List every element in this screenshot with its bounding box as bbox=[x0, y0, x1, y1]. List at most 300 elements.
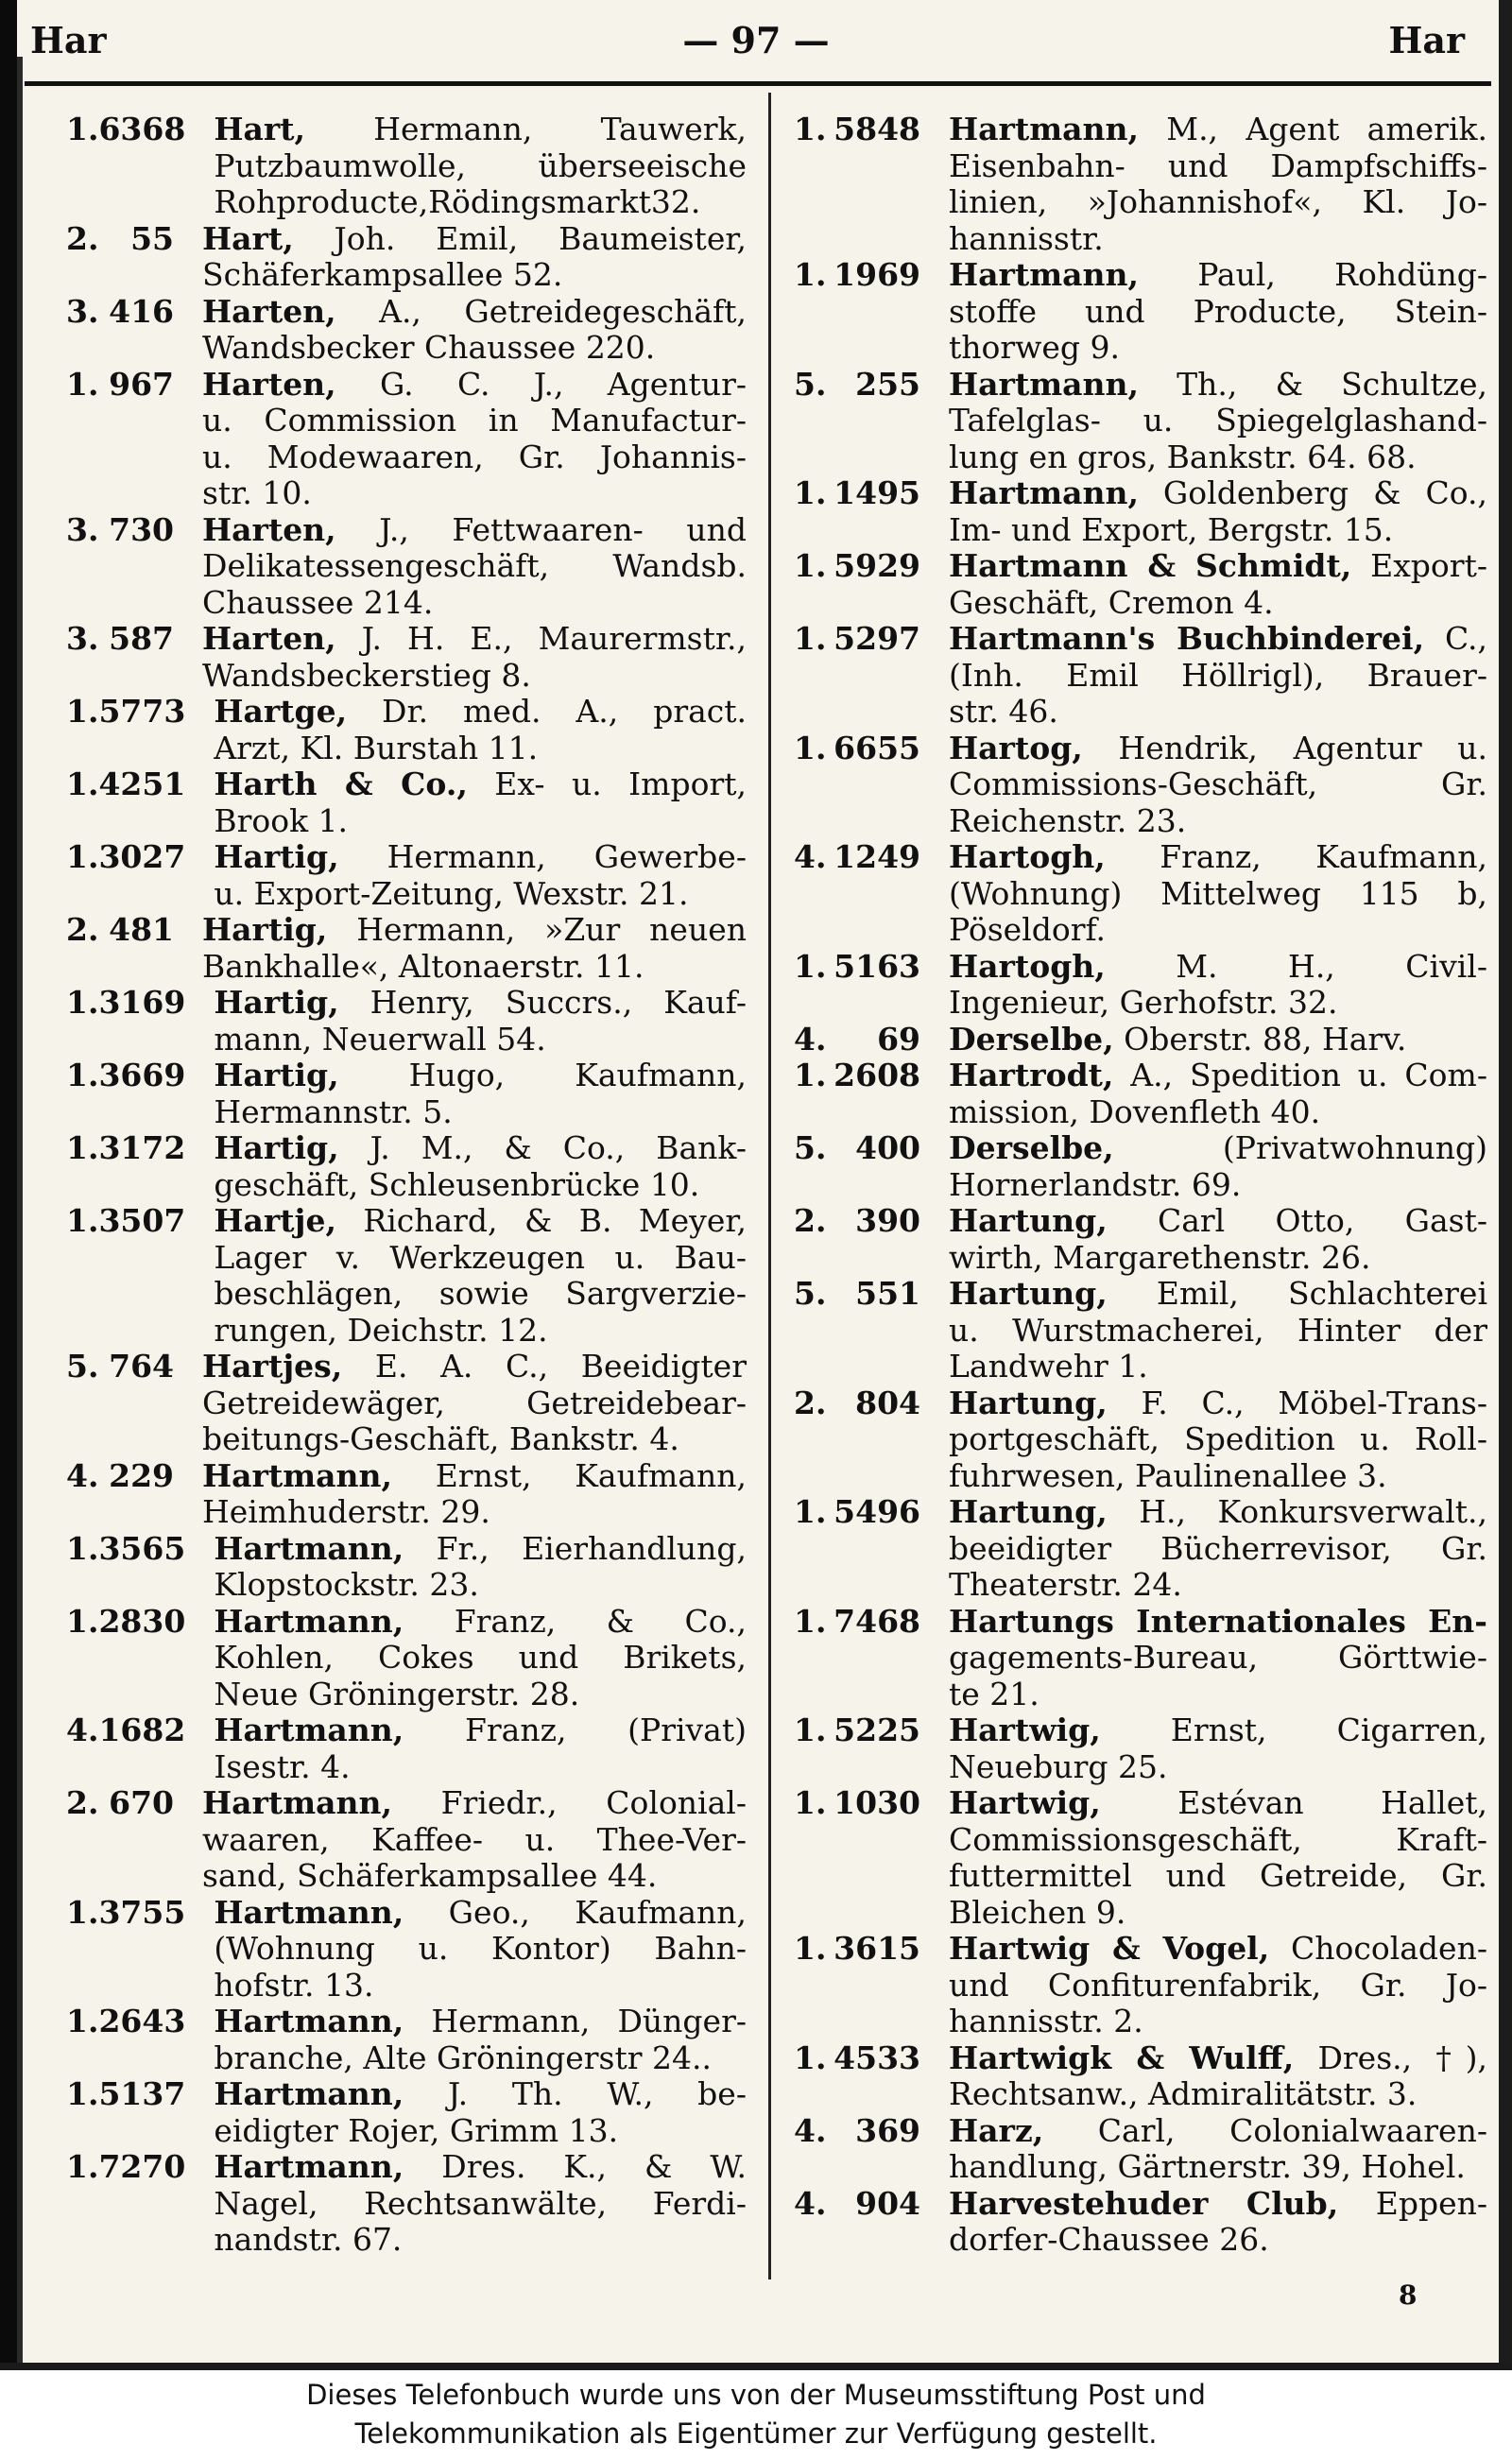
entry-name-line: Hartrodt, A., Spedition u. Com- bbox=[949, 1057, 1487, 1093]
exchange-code: 1. bbox=[66, 1602, 99, 1640]
exchange-code: 5. bbox=[794, 1129, 827, 1166]
entry-name-line: Derselbe, Oberstr. 88, Harv. bbox=[949, 1020, 1407, 1058]
entry-detail-line: beeidigter Bücherrevisor, Gr. bbox=[949, 1529, 1487, 1567]
entry-text bbox=[214, 2004, 747, 2076]
phone-number bbox=[34, 1203, 214, 1349]
phone-number bbox=[781, 112, 949, 257]
directory-entry bbox=[34, 221, 747, 294]
line-number: 5163 bbox=[833, 947, 920, 985]
entry-name-line: Hartwig, Ernst, Cigarren, bbox=[949, 1712, 1487, 1748]
line-number: 3172 bbox=[98, 1129, 186, 1166]
entry-detail-line: rungen, Deichstr. 12. bbox=[214, 1311, 548, 1349]
exchange-code: 1. bbox=[794, 1057, 827, 1093]
line-number: 3615 bbox=[833, 1930, 920, 1967]
phone-number bbox=[34, 2076, 214, 2149]
entry-detail-line: (Inh. Emil Höllrigl), Brauer- bbox=[949, 656, 1487, 694]
entry-detail-line: u. Export-Zeitung, Wexstr. 21. bbox=[214, 874, 689, 912]
directory-entry bbox=[34, 985, 747, 1058]
line-number: 3669 bbox=[98, 1057, 186, 1093]
directory-entry bbox=[781, 257, 1487, 367]
directory-entry bbox=[34, 1604, 747, 1713]
entry-detail-line: fuhrwesen, Paulinenallee 3. bbox=[949, 1456, 1387, 1494]
exchange-code: 1. bbox=[794, 729, 827, 766]
entry-name-line: Hartogh, M. H., Civil- bbox=[949, 947, 1487, 985]
exchange-code: 1. bbox=[66, 984, 99, 1021]
directory-entry bbox=[34, 621, 747, 694]
exchange-code: 3. bbox=[66, 292, 99, 330]
phone-number bbox=[34, 294, 202, 367]
directory-entry bbox=[34, 1712, 747, 1785]
phone-number bbox=[34, 1604, 214, 1713]
directory-entry bbox=[34, 2004, 747, 2076]
entry-text bbox=[949, 1276, 1487, 1385]
phone-number bbox=[781, 1022, 949, 1058]
entry-text bbox=[214, 112, 747, 221]
entry-text bbox=[202, 912, 747, 985]
exchange-code: 1. bbox=[66, 1057, 99, 1093]
entry-text bbox=[949, 1785, 1487, 1931]
exchange-code: 1. bbox=[794, 620, 827, 657]
directory-entry bbox=[34, 512, 747, 622]
exchange-code: 1. bbox=[794, 1784, 827, 1821]
phone-number bbox=[781, 1785, 949, 1931]
line-number: 587 bbox=[109, 620, 174, 657]
phone-number bbox=[781, 949, 949, 1022]
entry-detail-line: Wandsbeckerstieg 8. bbox=[202, 656, 531, 694]
entry-text bbox=[202, 1785, 747, 1895]
phone-number bbox=[781, 257, 949, 367]
entry-detail-line: waaren, Kaffee- u. Thee-Ver- bbox=[202, 1820, 747, 1858]
entry-text bbox=[202, 1458, 747, 1531]
column-divider bbox=[768, 93, 771, 2279]
directory-entry bbox=[781, 1276, 1487, 1385]
entry-text bbox=[949, 1130, 1487, 1203]
entry-name-line: Hartig, J. M., & Co., Bank- bbox=[214, 1129, 747, 1166]
entry-detail-line: Reichenstr. 23. bbox=[949, 801, 1187, 839]
entry-detail-line: Kohlen, Cokes und Brikets, bbox=[214, 1639, 747, 1676]
line-number: 730 bbox=[109, 510, 174, 548]
entry-detail-line: hofstr. 13. bbox=[214, 1966, 374, 2004]
entry-text bbox=[214, 985, 747, 1058]
directory-entry bbox=[34, 1058, 747, 1130]
phone-number bbox=[34, 2004, 214, 2076]
entry-detail-line: u. Commission in Manufactur- bbox=[202, 402, 747, 439]
directory-entry bbox=[34, 294, 747, 367]
phone-number bbox=[781, 1604, 949, 1713]
entry-detail-line: Commissions-Geschäft, Gr. bbox=[949, 766, 1487, 802]
scan-edge-bottom bbox=[0, 2363, 1512, 2370]
entry-text bbox=[949, 1385, 1487, 1495]
line-number: 3507 bbox=[98, 1202, 186, 1239]
directory-entry bbox=[34, 1785, 747, 1895]
credit-line-2: Telekommunikation als Eigentümer zur Verfügung gestellt. bbox=[354, 2417, 1158, 2450]
exchange-code: 1. bbox=[794, 256, 827, 293]
exchange-code: 4. bbox=[794, 2111, 827, 2149]
entry-name-line: Hartmann, Geo., Kaufmann, bbox=[214, 1893, 747, 1931]
phone-number bbox=[34, 621, 202, 694]
entry-detail-line: lung en gros, Bankstr. 64. 68. bbox=[949, 438, 1417, 475]
line-number: 7270 bbox=[98, 2148, 186, 2185]
entry-text bbox=[949, 1022, 1487, 1058]
line-number: 1969 bbox=[833, 256, 920, 293]
entry-detail-line: Putzbaumwolle, überseeische bbox=[214, 146, 747, 184]
line-number: 5496 bbox=[833, 1493, 920, 1530]
entry-name-line: Hartogh, Franz, Kaufmann, bbox=[949, 838, 1487, 875]
entry-name-line: Harten, G. C. J., Agentur- bbox=[202, 365, 747, 403]
line-number: 2643 bbox=[98, 2003, 186, 2039]
phone-number bbox=[34, 1785, 202, 1895]
entry-detail-line: Wandsbecker Chaussee 220. bbox=[202, 329, 656, 366]
entry-detail-line: Schäferkampsallee 52. bbox=[202, 256, 563, 293]
entry-detail-line: branche, Alte Gröningerstr 24.. bbox=[214, 2039, 712, 2076]
line-number: 5297 bbox=[833, 620, 920, 657]
phone-number bbox=[781, 367, 949, 476]
entry-name-line: Hartjes, E. A. C., Beeidigter bbox=[202, 1348, 747, 1385]
entry-name-line: Harz, Carl, Colonialwaaren- bbox=[949, 2111, 1487, 2149]
entry-text bbox=[949, 621, 1487, 731]
phone-number bbox=[34, 1712, 214, 1785]
phone-number bbox=[781, 1494, 949, 1604]
directory-entry bbox=[781, 112, 1487, 257]
exchange-code: 1. bbox=[66, 1529, 99, 1567]
exchange-code: 3. bbox=[66, 620, 99, 657]
line-number: 5929 bbox=[833, 547, 920, 584]
exchange-code: 1. bbox=[794, 2039, 827, 2076]
entry-detail-line: Chaussee 214. bbox=[202, 583, 434, 621]
right-column bbox=[781, 112, 1487, 2259]
entry-detail-line: Neueburg 25. bbox=[949, 1747, 1168, 1785]
entry-name-line: Hartmann, Ernst, Kaufmann, bbox=[202, 1456, 747, 1494]
exchange-code: 1. bbox=[66, 1893, 99, 1931]
phone-number bbox=[34, 694, 214, 766]
directory-entry bbox=[781, 475, 1487, 548]
entry-detail-line: Hermannstr. 5. bbox=[214, 1092, 453, 1130]
line-number: 904 bbox=[855, 2184, 920, 2222]
exchange-code: 2. bbox=[66, 1784, 99, 1821]
entry-text bbox=[949, 1058, 1487, 1130]
line-number: 69 bbox=[877, 1020, 920, 1058]
entry-detail-line: Heimhuderstr. 29. bbox=[202, 1493, 490, 1530]
phone-number bbox=[34, 1458, 202, 1531]
entry-name-line: Hartmann's Buchbinderei, C., bbox=[949, 620, 1487, 657]
entry-name-line: Harten, J., Fettwaaren- und bbox=[202, 510, 747, 548]
entry-detail-line: Im- und Export, Bergstr. 15. bbox=[949, 510, 1394, 548]
exchange-code: 1. bbox=[66, 2003, 99, 2039]
line-number: 255 bbox=[855, 365, 920, 403]
exchange-code: 2. bbox=[794, 1202, 827, 1239]
entry-text bbox=[949, 839, 1487, 949]
entry-name-line: Hartmann, Franz, & Co., bbox=[214, 1602, 747, 1640]
page-number-header: — 97 — bbox=[682, 19, 830, 61]
left-column bbox=[34, 112, 747, 2259]
entry-text bbox=[214, 839, 747, 912]
footnote-number: 8 bbox=[1399, 2279, 1418, 2311]
directory-entry bbox=[34, 112, 747, 221]
phone-number bbox=[34, 512, 202, 622]
phone-number bbox=[781, 731, 949, 840]
directory-entry bbox=[781, 1203, 1487, 1276]
entry-detail-line: (Wohnung u. Kontor) Bahn- bbox=[214, 1930, 747, 1967]
exchange-code: 4. bbox=[794, 2184, 827, 2222]
directory-entry bbox=[781, 1604, 1487, 1713]
directory-entry bbox=[34, 1531, 747, 1604]
directory-entry bbox=[34, 367, 747, 512]
line-number: 804 bbox=[855, 1384, 920, 1421]
phone-number bbox=[781, 1203, 949, 1276]
entry-detail-line: str. 46. bbox=[949, 693, 1058, 730]
credit-line-1: Dieses Telefonbuch wurde uns von der Museumsstiftung Post und bbox=[306, 2379, 1206, 2411]
line-number: 3755 bbox=[98, 1893, 186, 1931]
directory-entry bbox=[34, 1458, 747, 1531]
entry-text bbox=[949, 1203, 1487, 1276]
entry-name-line: Harten, A., Getreidegeschäft, bbox=[202, 292, 747, 330]
entry-detail-line: Nagel, Rechtsanwälte, Ferdi- bbox=[214, 2184, 747, 2222]
line-number: 390 bbox=[855, 1202, 920, 1239]
exchange-code: 4. bbox=[66, 1456, 99, 1494]
exchange-code: 1. bbox=[794, 1493, 827, 1530]
entry-name-line: Hartmann, Fr., Eierhandlung, bbox=[214, 1529, 747, 1567]
exchange-code: 1. bbox=[66, 1129, 99, 1166]
entry-text bbox=[949, 2113, 1487, 2186]
directory-entry bbox=[781, 1712, 1487, 1785]
phone-number bbox=[34, 766, 214, 839]
phone-number bbox=[781, 839, 949, 949]
exchange-code: 1. bbox=[66, 111, 99, 147]
entry-name-line: Hartig, Hermann, »Zur neuen bbox=[202, 911, 747, 948]
entry-detail-line: dorfer-Chaussee 26. bbox=[949, 2221, 1269, 2258]
phone-number bbox=[34, 839, 214, 912]
directory-entry bbox=[781, 1022, 1487, 1058]
entry-detail-line: portgeschäft, Spedition u. Roll- bbox=[949, 1420, 1487, 1457]
entry-name-line: Hartmann, Friedr., Colonial- bbox=[202, 1784, 747, 1821]
phone-number bbox=[781, 2113, 949, 2186]
directory-entry bbox=[781, 1058, 1487, 1130]
directory-entry bbox=[34, 1349, 747, 1458]
exchange-code: 4. bbox=[794, 838, 827, 875]
header-right-keyword: Har bbox=[1388, 19, 1465, 61]
directory-entry bbox=[34, 766, 747, 839]
line-number: 3027 bbox=[98, 838, 186, 875]
directory-entry bbox=[781, 731, 1487, 840]
entry-text bbox=[949, 257, 1487, 367]
line-number: 5137 bbox=[98, 2075, 186, 2112]
exchange-code: 1. bbox=[794, 1602, 827, 1640]
entry-name-line: Hartmann, Paul, Rohdüng- bbox=[949, 256, 1487, 293]
entry-detail-line: Brook 1. bbox=[214, 801, 349, 839]
entry-detail-line: sand, Schäferkampsallee 44. bbox=[202, 1857, 658, 1894]
entry-detail-line: Commissionsgeschäft, Kraft- bbox=[949, 1820, 1487, 1858]
entry-detail-line: Getreidewäger, Getreidebear- bbox=[202, 1384, 747, 1421]
entry-detail-line: Rechtsanw., Admiralitätstr. 3. bbox=[949, 2075, 1418, 2112]
entry-text bbox=[214, 1130, 747, 1203]
entry-detail-line: Neue Gröningerstr. 28. bbox=[214, 1675, 580, 1712]
phone-number bbox=[34, 1895, 214, 2004]
line-number: 6368 bbox=[98, 111, 186, 147]
entry-name-line: Hartog, Hendrik, Agentur u. bbox=[949, 729, 1487, 766]
entry-text bbox=[214, 1203, 747, 1349]
entry-text bbox=[202, 221, 747, 294]
entry-detail-line: te 21. bbox=[949, 1675, 1040, 1712]
line-number: 5848 bbox=[833, 111, 920, 147]
entry-detail-line: handlung, Gärtnerstr. 39, Hohel. bbox=[949, 2148, 1466, 2185]
header-rule bbox=[25, 81, 1491, 86]
entry-name-line: Hartge, Dr. med. A., pract. bbox=[214, 693, 747, 730]
entry-detail-line: linien, »Johannishof«, Kl. Jo- bbox=[949, 183, 1487, 220]
directory-entry bbox=[781, 367, 1487, 476]
scan-edge-right bbox=[1499, 0, 1512, 2363]
entry-text bbox=[949, 1494, 1487, 1604]
entry-name-line: Hartje, Richard, & B. Meyer, bbox=[214, 1202, 747, 1239]
line-number: 400 bbox=[855, 1129, 920, 1166]
exchange-code: 5. bbox=[794, 365, 827, 403]
entry-text bbox=[949, 475, 1487, 548]
directory-entry bbox=[34, 694, 747, 766]
exchange-code: 1. bbox=[794, 1712, 827, 1748]
entry-name-line: Hartmann & Schmidt, Export- bbox=[949, 547, 1487, 584]
line-number: 2830 bbox=[98, 1602, 186, 1640]
entry-text bbox=[949, 112, 1487, 257]
entry-detail-line: u. Wurstmacherei, Hinter der bbox=[949, 1311, 1487, 1349]
directory-entry bbox=[781, 2186, 1487, 2259]
exchange-code: 5. bbox=[794, 1275, 827, 1312]
entry-name-line: Hartwig & Vogel, Chocoladen- bbox=[949, 1930, 1487, 1967]
entry-text bbox=[949, 731, 1487, 840]
phone-number bbox=[781, 475, 949, 548]
directory-entry bbox=[781, 2113, 1487, 2186]
entry-name-line: Hartmann, Dres. K., & W. bbox=[214, 2148, 747, 2185]
entry-text bbox=[202, 1349, 747, 1458]
exchange-code: 5. bbox=[66, 1348, 99, 1385]
exchange-code: 4. bbox=[794, 1020, 827, 1058]
phone-number bbox=[34, 1130, 214, 1203]
entry-text bbox=[214, 694, 747, 766]
entry-text bbox=[949, 1931, 1487, 2040]
line-number: 3565 bbox=[98, 1529, 186, 1567]
exchange-code: 1. bbox=[66, 1202, 99, 1239]
phone-number bbox=[34, 1531, 214, 1604]
exchange-code: 2. bbox=[66, 219, 99, 257]
entry-name-line: Hartungs Internationales En- bbox=[949, 1602, 1487, 1640]
entry-name-line: Hartig, Hermann, Gewerbe- bbox=[214, 838, 747, 875]
phone-number bbox=[781, 1712, 949, 1785]
header-left-keyword: Har bbox=[30, 19, 107, 61]
entry-detail-line: Hornerlandstr. 69. bbox=[949, 1165, 1242, 1203]
line-number: 6655 bbox=[833, 729, 920, 766]
exchange-code: 1. bbox=[66, 693, 99, 730]
phone-number bbox=[34, 2149, 214, 2259]
entry-text bbox=[949, 548, 1487, 621]
entry-name-line: Hartmann, Hermann, Dünger- bbox=[214, 2003, 747, 2039]
directory-entry bbox=[781, 548, 1487, 621]
entry-name-line: Hart, Hermann, Tauwerk, bbox=[214, 111, 747, 147]
entry-text bbox=[214, 766, 747, 839]
directory-entry bbox=[781, 1931, 1487, 2040]
entry-text bbox=[214, 1531, 747, 1604]
line-number: 229 bbox=[109, 1456, 174, 1494]
phone-number bbox=[781, 1931, 949, 2040]
entry-detail-line: stoffe und Producte, Stein- bbox=[949, 292, 1487, 330]
line-number: 55 bbox=[130, 219, 174, 257]
entry-detail-line: mann, Neuerwall 54. bbox=[214, 1020, 546, 1058]
entry-text bbox=[949, 2186, 1487, 2259]
exchange-code: 1. bbox=[794, 1930, 827, 1967]
entry-name-line: Harvestehuder Club, Eppen- bbox=[949, 2184, 1487, 2222]
entry-text bbox=[202, 367, 747, 512]
entry-detail-line: Geschäft, Cremon 4. bbox=[949, 583, 1274, 621]
entry-detail-line: Pöseldorf. bbox=[949, 911, 1107, 948]
entry-text bbox=[214, 1058, 747, 1130]
entry-detail-line: eidigter Rojer, Grimm 13. bbox=[214, 2111, 619, 2149]
exchange-code: 1. bbox=[794, 111, 827, 147]
entry-detail-line: hannisstr. bbox=[949, 219, 1104, 257]
phone-number bbox=[34, 112, 214, 221]
line-number: 369 bbox=[855, 2111, 920, 2149]
entry-detail-line: str. 10. bbox=[202, 474, 312, 511]
entry-detail-line: Ingenieur, Gerhofstr. 32. bbox=[949, 984, 1338, 1021]
entry-detail-line: Landwehr 1. bbox=[949, 1348, 1148, 1385]
exchange-code: 1. bbox=[794, 547, 827, 584]
entry-detail-line: Bleichen 9. bbox=[949, 1893, 1126, 1931]
entry-name-line: Hart, Joh. Emil, Baumeister, bbox=[202, 219, 747, 257]
line-number: 4251 bbox=[98, 766, 186, 802]
entry-detail-line: Bankhalle«, Altonaerstr. 11. bbox=[202, 947, 644, 985]
exchange-code: 1. bbox=[794, 474, 827, 511]
directory-entry bbox=[781, 621, 1487, 731]
entry-text bbox=[949, 367, 1487, 476]
directory-entry bbox=[34, 1895, 747, 2004]
phone-number bbox=[34, 1058, 214, 1130]
entry-text bbox=[949, 949, 1487, 1022]
phone-number bbox=[781, 548, 949, 621]
entry-text bbox=[214, 1712, 747, 1785]
exchange-code: 1. bbox=[66, 838, 99, 875]
directory-entry bbox=[781, 949, 1487, 1022]
entry-detail-line: Isestr. 4. bbox=[214, 1747, 351, 1785]
exchange-code: 3. bbox=[66, 510, 99, 548]
line-number: 967 bbox=[109, 365, 174, 403]
directory-entry bbox=[781, 1785, 1487, 1931]
entry-text bbox=[214, 1895, 747, 2004]
entry-detail-line: Eisenbahn- und Dampfschiffs- bbox=[949, 146, 1487, 184]
entry-detail-line: hannisstr. 2. bbox=[949, 2003, 1143, 2039]
phone-number bbox=[34, 1349, 202, 1458]
entry-detail-line: (Wohnung) Mittelweg 115 b, bbox=[949, 874, 1487, 912]
directory-entry bbox=[34, 2149, 747, 2259]
line-number: 4533 bbox=[833, 2039, 920, 2076]
line-number: 1249 bbox=[833, 838, 920, 875]
entry-detail-line: beschlägen, sowie Sargverzie- bbox=[214, 1275, 747, 1312]
entry-detail-line: Rohproducte,Rödingsmarkt32. bbox=[214, 183, 701, 220]
line-number: 416 bbox=[109, 292, 174, 330]
entry-name-line: Hartmann, J. Th. W., be- bbox=[214, 2075, 747, 2112]
phone-number bbox=[781, 2186, 949, 2259]
entry-detail-line: thorweg 9. bbox=[949, 329, 1121, 366]
entry-detail-line: u. Modewaaren, Gr. Johannis- bbox=[202, 438, 747, 475]
directory-entry bbox=[34, 839, 747, 912]
line-number: 1030 bbox=[833, 1784, 920, 1821]
credit-footer bbox=[0, 2376, 1512, 2453]
exchange-code: 1. bbox=[794, 947, 827, 985]
entry-name-line: Hartmann, Franz, (Privat) bbox=[214, 1712, 747, 1748]
entry-name-line: Hartmann, M., Agent amerik. bbox=[949, 111, 1487, 147]
phone-number bbox=[781, 1385, 949, 1495]
entry-text bbox=[214, 2076, 747, 2149]
exchange-code: 2. bbox=[66, 911, 99, 948]
entry-name-line: Hartung, H., Konkursverwalt., bbox=[949, 1493, 1487, 1530]
line-number: 1495 bbox=[833, 474, 920, 511]
line-number: 2608 bbox=[833, 1057, 920, 1093]
exchange-code: 2. bbox=[794, 1384, 827, 1421]
